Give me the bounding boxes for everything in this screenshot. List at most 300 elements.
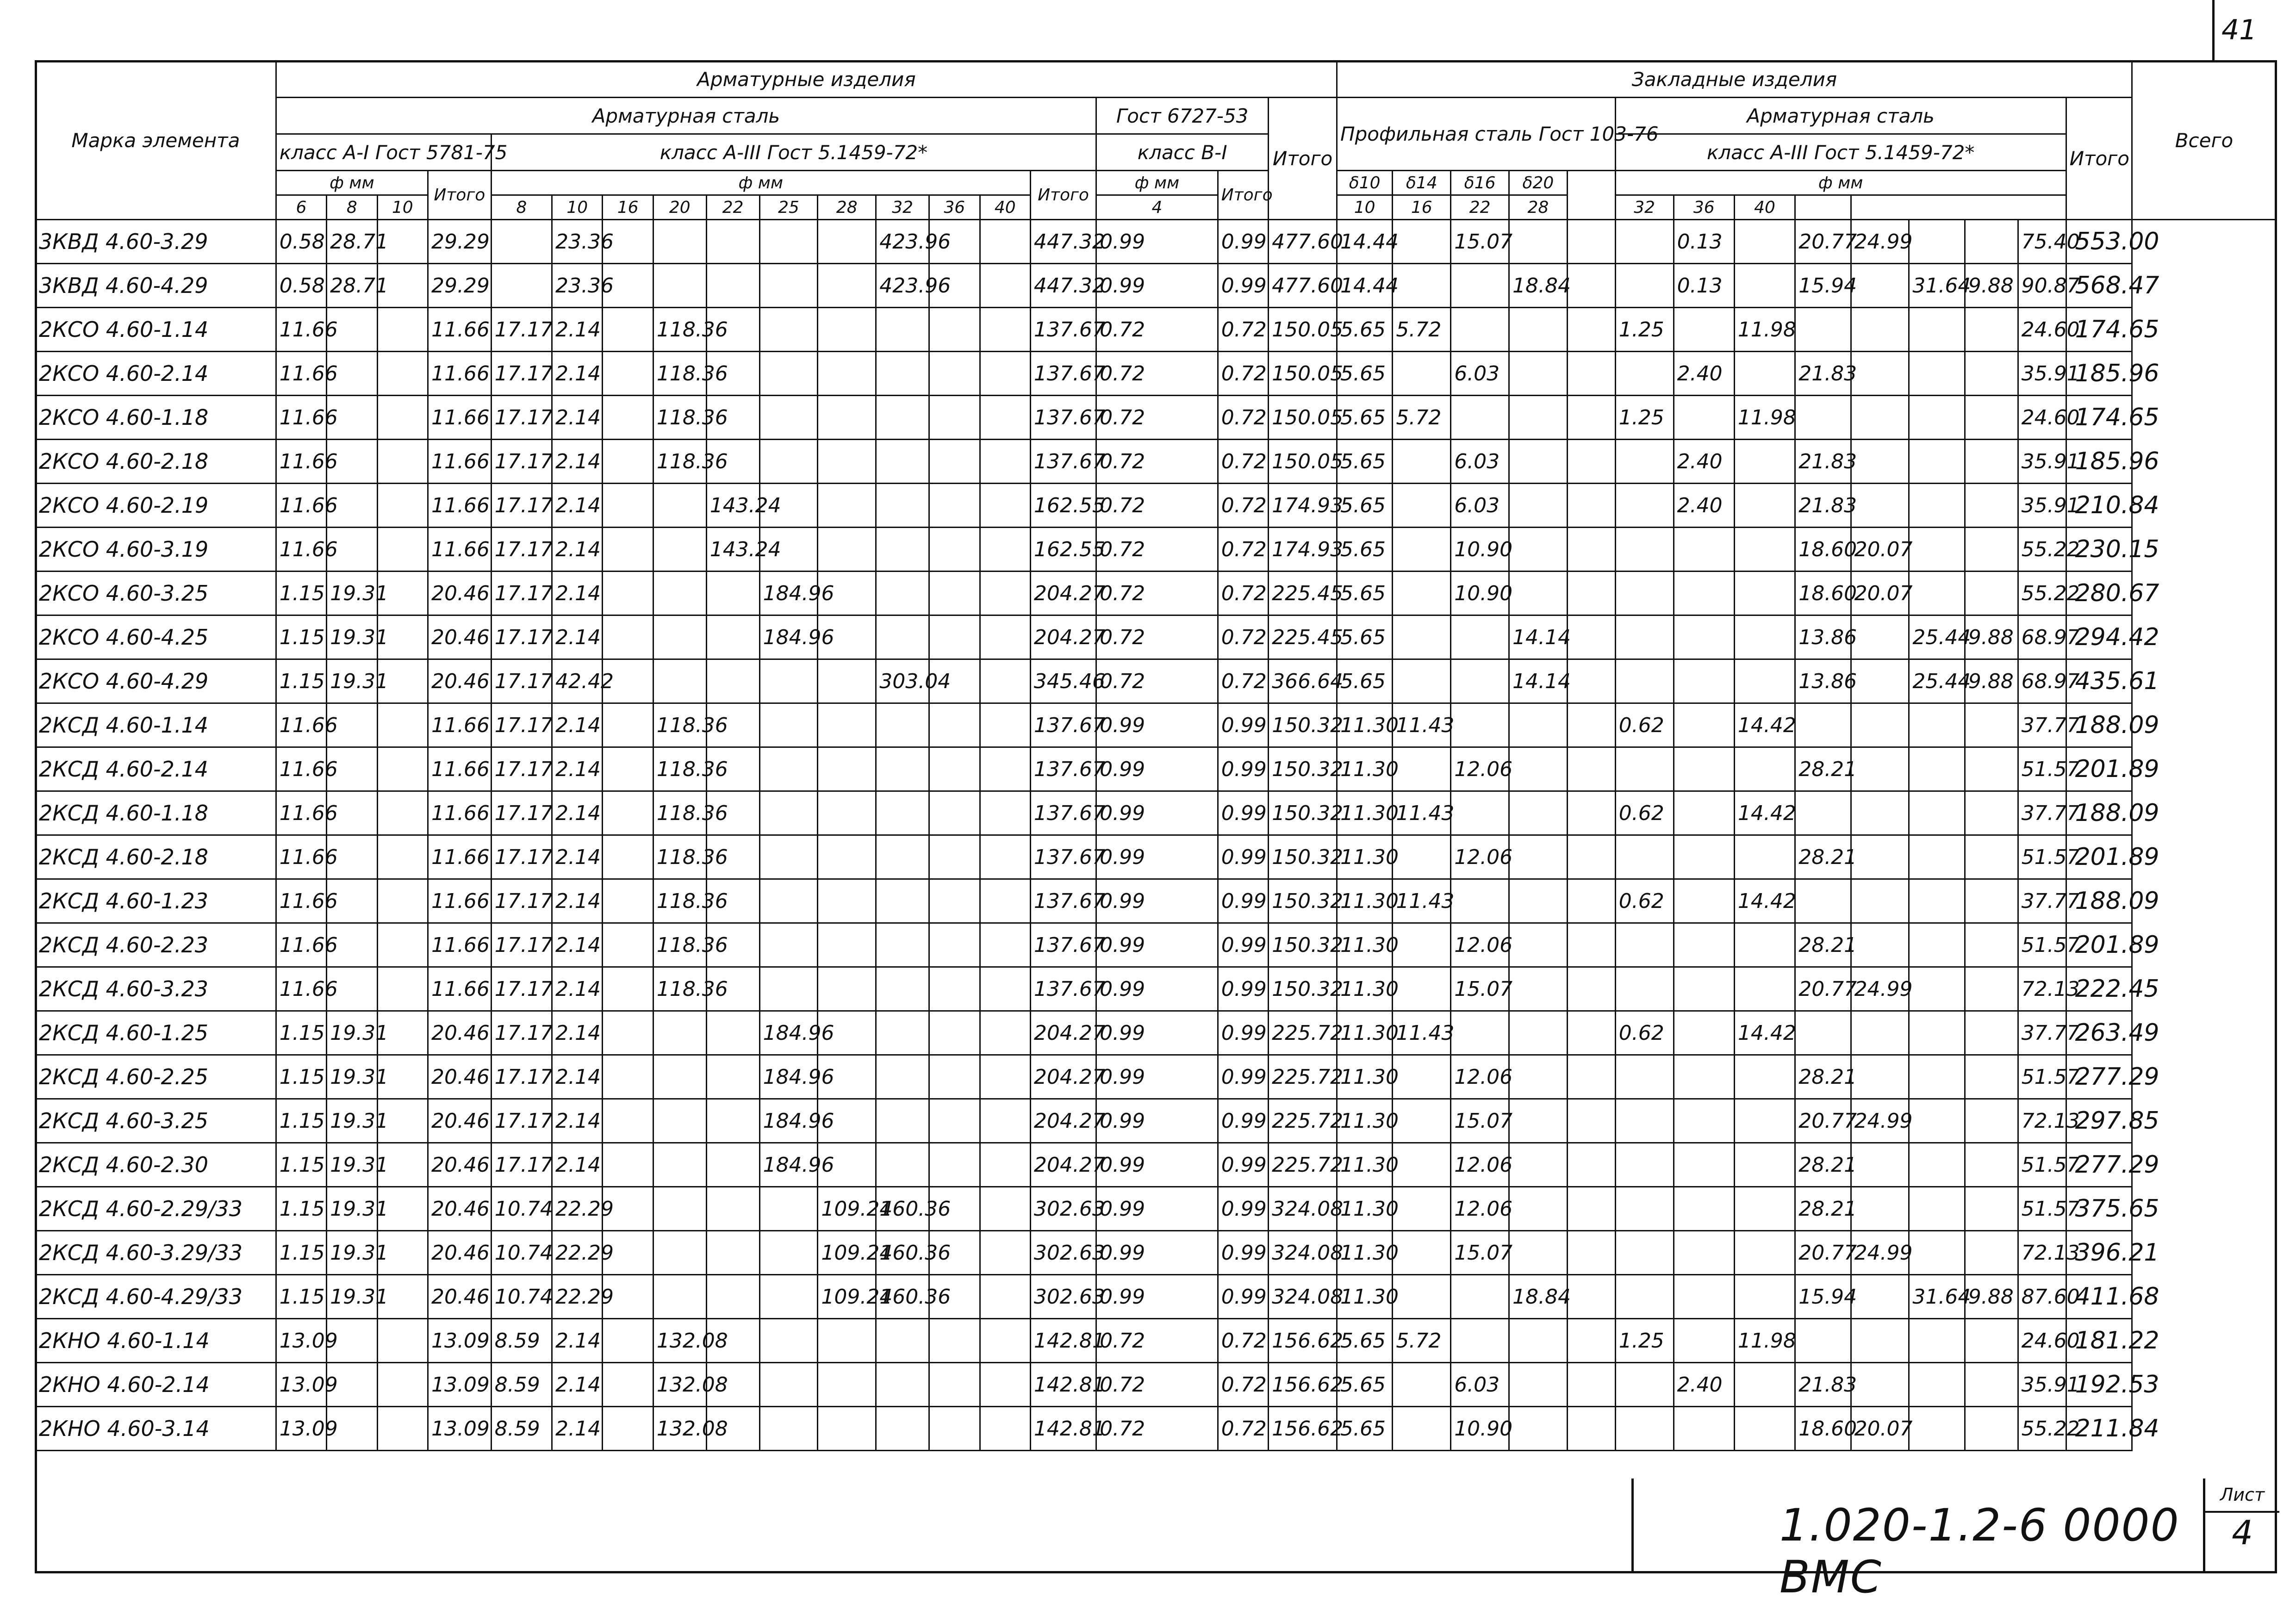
table-cell: 0.99 bbox=[1218, 967, 1268, 1011]
table-cell bbox=[1393, 1407, 1451, 1451]
table-cell bbox=[1615, 835, 1674, 879]
table-cell: 18.60 bbox=[1795, 1407, 1851, 1451]
table-cell bbox=[929, 1055, 980, 1099]
table-cell: 118.36 bbox=[653, 396, 706, 440]
table-cell bbox=[603, 879, 653, 923]
emb-col-40: 40 bbox=[1734, 195, 1795, 220]
table-cell: 225.45 bbox=[1269, 615, 1337, 659]
table-cell: 0.99 bbox=[1218, 835, 1268, 879]
a3-col-16: 16 bbox=[603, 195, 653, 220]
table-cell bbox=[1451, 308, 1509, 352]
table-cell: 174.93 bbox=[1269, 528, 1337, 572]
table-cell bbox=[1965, 1363, 2018, 1407]
table-cell bbox=[1393, 747, 1451, 791]
table-cell: 19.31 bbox=[327, 1187, 377, 1231]
table-cell: 13.09 bbox=[428, 1407, 491, 1451]
table-cell bbox=[876, 352, 929, 396]
table-cell: 150.32 bbox=[1269, 791, 1337, 835]
row-total-cell: 222.45 bbox=[2066, 967, 2132, 1011]
table-cell bbox=[1615, 923, 1674, 967]
table-cell: 109.24 bbox=[818, 1231, 876, 1275]
table-cell: 142.81 bbox=[1030, 1319, 1096, 1363]
table-cell: 137.67 bbox=[1030, 835, 1096, 879]
table-cell: 118.36 bbox=[653, 440, 706, 484]
emb-col-10: 10 bbox=[1337, 195, 1393, 220]
table-cell bbox=[876, 1011, 929, 1055]
table-cell: 20.07 bbox=[1851, 572, 1909, 615]
table-cell bbox=[1965, 396, 2018, 440]
table-cell bbox=[1567, 1363, 1615, 1407]
table-cell bbox=[1909, 484, 1965, 528]
table-cell: 5.72 bbox=[1393, 308, 1451, 352]
table-cell bbox=[706, 1231, 759, 1275]
table-cell: 35.91 bbox=[2018, 484, 2066, 528]
table-cell: 137.67 bbox=[1030, 747, 1096, 791]
table-cell: 14.42 bbox=[1734, 703, 1795, 747]
table-cell: 0.72 bbox=[1096, 1319, 1218, 1363]
table-cell: 14.44 bbox=[1337, 264, 1393, 308]
table-cell: 11.66 bbox=[276, 747, 326, 791]
table-cell bbox=[1795, 879, 1851, 923]
table-cell: 0.99 bbox=[1096, 1143, 1218, 1187]
table-cell bbox=[980, 220, 1030, 264]
row-total-cell: 230.15 bbox=[2066, 528, 2132, 572]
table-cell bbox=[1615, 659, 1674, 703]
table-cell: 5.65 bbox=[1337, 352, 1393, 396]
table-row bbox=[36, 1055, 2277, 1099]
table-cell bbox=[818, 879, 876, 923]
table-cell bbox=[603, 747, 653, 791]
table-cell: 0.72 bbox=[1218, 659, 1268, 703]
table-cell bbox=[1674, 1187, 1734, 1231]
row-total-cell: 297.85 bbox=[2066, 1099, 2132, 1143]
table-cell bbox=[1851, 703, 1909, 747]
table-cell bbox=[980, 1055, 1030, 1099]
table-cell bbox=[1909, 1231, 1965, 1275]
table-cell: 17.17 bbox=[491, 528, 552, 572]
table-cell: 15.07 bbox=[1451, 967, 1509, 1011]
emb-col-blank bbox=[1795, 195, 1851, 220]
row-total-cell: 568.47 bbox=[2066, 264, 2132, 308]
table-cell bbox=[1393, 1099, 1451, 1143]
table-cell: 137.67 bbox=[1030, 923, 1096, 967]
table-cell: 2.14 bbox=[552, 528, 603, 572]
table-cell: 17.17 bbox=[491, 572, 552, 615]
table-cell: 0.13 bbox=[1674, 220, 1734, 264]
table-cell: 11.30 bbox=[1337, 703, 1393, 747]
table-cell bbox=[1909, 1407, 1965, 1451]
table-cell: 13.86 bbox=[1795, 659, 1851, 703]
specification-table bbox=[35, 60, 2277, 1451]
table-cell: 2.14 bbox=[552, 879, 603, 923]
table-cell bbox=[876, 747, 929, 791]
table-cell bbox=[929, 1319, 980, 1363]
phi-mm-b1: ф мм bbox=[1096, 171, 1218, 195]
table-cell: 0.99 bbox=[1096, 791, 1218, 835]
table-cell: 11.30 bbox=[1337, 747, 1393, 791]
table-cell: 118.36 bbox=[653, 835, 706, 879]
element-mark-cell: 2КСД 4.60-1.18 bbox=[36, 791, 276, 835]
table-cell: 0.62 bbox=[1615, 1011, 1674, 1055]
table-cell bbox=[1567, 835, 1615, 879]
table-cell: 17.17 bbox=[491, 835, 552, 879]
table-cell: 24.99 bbox=[1851, 1099, 1909, 1143]
table-cell bbox=[1567, 1319, 1615, 1363]
table-cell: 2.14 bbox=[552, 440, 603, 484]
table-cell bbox=[1509, 308, 1568, 352]
table-cell bbox=[1965, 352, 2018, 396]
table-cell: 2.14 bbox=[552, 923, 603, 967]
table-cell: 0.99 bbox=[1096, 967, 1218, 1011]
table-cell bbox=[876, 923, 929, 967]
table-cell: 11.66 bbox=[428, 528, 491, 572]
table-cell bbox=[818, 967, 876, 1011]
table-cell bbox=[653, 1099, 706, 1143]
table-cell: 0.72 bbox=[1218, 1407, 1268, 1451]
table-cell: 1.15 bbox=[276, 659, 326, 703]
table-cell: 11.66 bbox=[276, 923, 326, 967]
table-cell: 11.30 bbox=[1337, 923, 1393, 967]
table-cell bbox=[929, 923, 980, 967]
table-cell: 20.46 bbox=[428, 1187, 491, 1231]
table-cell: 72.13 bbox=[2018, 1099, 2066, 1143]
emb-rebar-steel-header: Арматурная сталь bbox=[1615, 98, 2066, 134]
table-cell: 8.59 bbox=[491, 1363, 552, 1407]
table-cell bbox=[1734, 1143, 1795, 1187]
table-cell bbox=[1909, 923, 1965, 967]
table-cell bbox=[980, 1143, 1030, 1187]
table-cell: 20.77 bbox=[1795, 967, 1851, 1011]
row-total-cell: 277.29 bbox=[2066, 1055, 2132, 1099]
a3-col-20: 20 bbox=[653, 195, 706, 220]
table-cell bbox=[1851, 1275, 1909, 1319]
table-cell: 225.72 bbox=[1269, 1055, 1337, 1099]
table-cell bbox=[1393, 659, 1451, 703]
table-cell: 9.88 bbox=[1965, 264, 2018, 308]
table-cell: 15.94 bbox=[1795, 1275, 1851, 1319]
table-cell: 19.31 bbox=[327, 1011, 377, 1055]
table-cell bbox=[653, 1055, 706, 1099]
sheet-number: 4 bbox=[2232, 1513, 2253, 1552]
table-cell bbox=[1965, 835, 2018, 879]
table-cell bbox=[1734, 835, 1795, 879]
table-cell bbox=[1509, 1099, 1568, 1143]
table-cell bbox=[603, 308, 653, 352]
table-cell: 109.24 bbox=[818, 1187, 876, 1231]
table-cell: 13.09 bbox=[276, 1319, 326, 1363]
table-cell: 0.99 bbox=[1096, 220, 1218, 264]
table-cell: 162.55 bbox=[1030, 484, 1096, 528]
table-cell bbox=[1567, 1275, 1615, 1319]
table-cell: 0.62 bbox=[1615, 703, 1674, 747]
table-cell bbox=[876, 703, 929, 747]
table-cell: 2.14 bbox=[552, 835, 603, 879]
table-cell: 366.64 bbox=[1269, 659, 1337, 703]
table-cell bbox=[1851, 264, 1909, 308]
table-cell: 0.99 bbox=[1218, 1055, 1268, 1099]
table-cell: 137.67 bbox=[1030, 703, 1096, 747]
table-cell: 118.36 bbox=[653, 747, 706, 791]
table-cell: 137.67 bbox=[1030, 440, 1096, 484]
a3-col-36: 36 bbox=[929, 195, 980, 220]
table-cell bbox=[818, 659, 876, 703]
table-cell bbox=[759, 659, 818, 703]
table-cell: 11.30 bbox=[1337, 1187, 1393, 1231]
table-cell: 0.99 bbox=[1096, 923, 1218, 967]
table-cell bbox=[603, 615, 653, 659]
table-cell: 118.36 bbox=[653, 967, 706, 1011]
table-cell: 1.15 bbox=[276, 1143, 326, 1187]
table-cell: 13.09 bbox=[428, 1319, 491, 1363]
table-cell: 324.08 bbox=[1269, 1187, 1337, 1231]
table-cell: 9.88 bbox=[1965, 659, 2018, 703]
table-cell: 302.63 bbox=[1030, 1231, 1096, 1275]
element-mark-cell: 2КСО 4.60-2.18 bbox=[36, 440, 276, 484]
table-cell bbox=[1734, 923, 1795, 967]
table-cell bbox=[1734, 572, 1795, 615]
table-cell bbox=[377, 440, 428, 484]
table-cell bbox=[980, 1407, 1030, 1451]
table-cell bbox=[1509, 572, 1568, 615]
table-cell bbox=[1965, 572, 2018, 615]
table-cell: 1.15 bbox=[276, 615, 326, 659]
table-cell bbox=[876, 1363, 929, 1407]
table-row bbox=[36, 484, 2277, 528]
table-cell bbox=[1965, 1187, 2018, 1231]
table-cell bbox=[1509, 1187, 1568, 1231]
table-cell: 24.99 bbox=[1851, 220, 1909, 264]
table-cell bbox=[1567, 615, 1615, 659]
table-cell bbox=[1965, 923, 2018, 967]
table-cell: 160.36 bbox=[876, 1231, 929, 1275]
table-cell bbox=[1965, 1099, 2018, 1143]
table-cell: 28.21 bbox=[1795, 1055, 1851, 1099]
table-cell bbox=[377, 923, 428, 967]
table-cell bbox=[1734, 528, 1795, 572]
table-cell bbox=[1567, 440, 1615, 484]
table-row bbox=[36, 1275, 2277, 1319]
table-cell bbox=[1567, 967, 1615, 1011]
row-total-cell: 185.96 bbox=[2066, 440, 2132, 484]
table-cell: 11.66 bbox=[276, 791, 326, 835]
table-cell: 324.08 bbox=[1269, 1231, 1337, 1275]
table-row bbox=[36, 352, 2277, 396]
table-cell bbox=[1393, 440, 1451, 484]
element-mark-cell: 2КСД 4.60-3.25 bbox=[36, 1099, 276, 1143]
table-cell: 37.77 bbox=[2018, 703, 2066, 747]
table-cell bbox=[377, 967, 428, 1011]
table-cell: 447.32 bbox=[1030, 264, 1096, 308]
table-cell: 14.44 bbox=[1337, 220, 1393, 264]
table-cell bbox=[818, 1319, 876, 1363]
row-total-cell: 396.21 bbox=[2066, 1231, 2132, 1275]
table-cell bbox=[603, 967, 653, 1011]
table-cell bbox=[1615, 967, 1674, 1011]
table-cell bbox=[706, 1055, 759, 1099]
element-mark-cell: 2КСД 4.60-1.23 bbox=[36, 879, 276, 923]
table-cell: 28.71 bbox=[327, 220, 377, 264]
row-total-cell: 188.09 bbox=[2066, 879, 2132, 923]
table-cell: 143.24 bbox=[706, 528, 759, 572]
table-row bbox=[36, 220, 2277, 264]
table-cell: 22.29 bbox=[552, 1187, 603, 1231]
table-cell bbox=[980, 264, 1030, 308]
table-cell: 0.99 bbox=[1218, 1143, 1268, 1187]
table-cell: 0.99 bbox=[1218, 1099, 1268, 1143]
table-cell: 17.17 bbox=[491, 1099, 552, 1143]
row-total-cell: 185.96 bbox=[2066, 352, 2132, 396]
table-cell: 28.21 bbox=[1795, 1143, 1851, 1187]
table-cell: 75.40 bbox=[2018, 220, 2066, 264]
table-cell: 150.05 bbox=[1269, 440, 1337, 484]
table-cell bbox=[603, 1099, 653, 1143]
table-cell bbox=[1393, 1231, 1451, 1275]
table-cell: 25.44 bbox=[1909, 615, 1965, 659]
table-cell bbox=[759, 1231, 818, 1275]
table-cell: 1.15 bbox=[276, 1231, 326, 1275]
table-cell bbox=[929, 615, 980, 659]
row-total-cell: 411.68 bbox=[2066, 1275, 2132, 1319]
table-cell bbox=[818, 703, 876, 747]
table-cell: 2.14 bbox=[552, 308, 603, 352]
table-cell bbox=[603, 791, 653, 835]
table-cell: 137.67 bbox=[1030, 396, 1096, 440]
table-cell bbox=[1451, 396, 1509, 440]
table-cell bbox=[759, 308, 818, 352]
table-cell: 17.17 bbox=[491, 440, 552, 484]
table-cell bbox=[653, 1231, 706, 1275]
table-cell bbox=[980, 703, 1030, 747]
table-cell: 2.14 bbox=[552, 572, 603, 615]
row-total-cell: 188.09 bbox=[2066, 703, 2132, 747]
table-cell: 0.72 bbox=[1218, 308, 1268, 352]
table-row bbox=[36, 308, 2277, 352]
table-cell bbox=[980, 484, 1030, 528]
element-mark-cell: 2КСО 4.60-4.25 bbox=[36, 615, 276, 659]
profile-steel-header: Профильная сталь Гост 103-76 bbox=[1337, 98, 1616, 171]
table-cell: 13.09 bbox=[276, 1363, 326, 1407]
table-cell: 0.72 bbox=[1218, 572, 1268, 615]
table-cell: 0.99 bbox=[1096, 1187, 1218, 1231]
table-cell: 11.66 bbox=[428, 791, 491, 835]
table-cell bbox=[759, 220, 818, 264]
table-cell bbox=[1909, 352, 1965, 396]
table-cell: 28.21 bbox=[1795, 923, 1851, 967]
table-cell bbox=[1509, 879, 1568, 923]
table-cell: 11.66 bbox=[428, 835, 491, 879]
table-cell bbox=[1734, 1363, 1795, 1407]
row-total-cell: 553.00 bbox=[2066, 220, 2132, 264]
table-cell bbox=[876, 440, 929, 484]
table-cell bbox=[706, 572, 759, 615]
table-cell: 23.36 bbox=[552, 220, 603, 264]
table-cell: 11.30 bbox=[1337, 1275, 1393, 1319]
table-cell: 20.46 bbox=[428, 659, 491, 703]
table-cell bbox=[876, 835, 929, 879]
page-number-tick bbox=[2212, 0, 2215, 60]
table-cell: 20.07 bbox=[1851, 528, 1909, 572]
table-cell: 20.77 bbox=[1795, 220, 1851, 264]
table-row bbox=[36, 923, 2277, 967]
table-cell: 21.83 bbox=[1795, 440, 1851, 484]
table-cell: 5.65 bbox=[1337, 396, 1393, 440]
table-cell: 1.15 bbox=[276, 1055, 326, 1099]
table-row bbox=[36, 1187, 2277, 1231]
table-cell: 137.67 bbox=[1030, 967, 1096, 1011]
total-header: Всего bbox=[2132, 61, 2276, 220]
table-cell: 1.15 bbox=[276, 1187, 326, 1231]
table-cell bbox=[1965, 747, 2018, 791]
table-cell bbox=[1509, 923, 1568, 967]
table-cell: 184.96 bbox=[759, 615, 818, 659]
table-cell bbox=[980, 835, 1030, 879]
table-cell: 14.42 bbox=[1734, 1011, 1795, 1055]
table-cell bbox=[1451, 791, 1509, 835]
table-cell: 0.72 bbox=[1096, 528, 1218, 572]
table-cell: 10.90 bbox=[1451, 528, 1509, 572]
table-cell: 0.99 bbox=[1218, 1231, 1268, 1275]
table-cell bbox=[653, 1011, 706, 1055]
table-cell: 24.99 bbox=[1851, 1231, 1909, 1275]
table-cell: 5.65 bbox=[1337, 308, 1393, 352]
table-cell bbox=[1509, 967, 1568, 1011]
table-cell: 204.27 bbox=[1030, 1099, 1096, 1143]
table-cell: 10.74 bbox=[491, 1187, 552, 1231]
table-cell bbox=[1615, 1099, 1674, 1143]
table-cell bbox=[1567, 220, 1615, 264]
table-cell: 118.36 bbox=[653, 791, 706, 835]
table-cell bbox=[1509, 791, 1568, 835]
table-cell: 150.32 bbox=[1269, 703, 1337, 747]
table-cell: 6.03 bbox=[1451, 484, 1509, 528]
table-cell: 42.42 bbox=[552, 659, 603, 703]
table-cell bbox=[929, 1363, 980, 1407]
table-cell bbox=[1965, 440, 2018, 484]
table-cell bbox=[1451, 879, 1509, 923]
table-cell: 11.43 bbox=[1393, 791, 1451, 835]
table-cell: 19.31 bbox=[327, 615, 377, 659]
table-cell: 132.08 bbox=[653, 1407, 706, 1451]
table-cell bbox=[653, 572, 706, 615]
table-body bbox=[36, 220, 2277, 1451]
table-cell bbox=[1851, 440, 1909, 484]
emb-col-16: 16 bbox=[1393, 195, 1451, 220]
table-cell: 150.05 bbox=[1269, 308, 1337, 352]
table-cell bbox=[929, 879, 980, 923]
prof-col-3: δ16 bbox=[1451, 171, 1509, 195]
table-cell: 0.72 bbox=[1096, 352, 1218, 396]
table-cell bbox=[377, 1319, 428, 1363]
table-cell bbox=[1567, 264, 1615, 308]
table-cell bbox=[1393, 923, 1451, 967]
table-cell bbox=[1674, 967, 1734, 1011]
table-cell bbox=[603, 352, 653, 396]
element-mark-cell: 2КСО 4.60-1.18 bbox=[36, 396, 276, 440]
table-cell: 137.67 bbox=[1030, 879, 1096, 923]
table-cell bbox=[1965, 528, 2018, 572]
table-cell bbox=[1851, 1363, 1909, 1407]
table-cell bbox=[818, 528, 876, 572]
table-cell: 17.17 bbox=[491, 923, 552, 967]
a3-col-32: 32 bbox=[876, 195, 929, 220]
table-cell bbox=[1451, 615, 1509, 659]
table-cell bbox=[1851, 923, 1909, 967]
table-cell bbox=[818, 747, 876, 791]
table-cell bbox=[759, 264, 818, 308]
gost-wire-header: Гост 6727-53 bbox=[1096, 98, 1269, 134]
table-cell: 31.64 bbox=[1909, 264, 1965, 308]
table-cell bbox=[980, 879, 1030, 923]
